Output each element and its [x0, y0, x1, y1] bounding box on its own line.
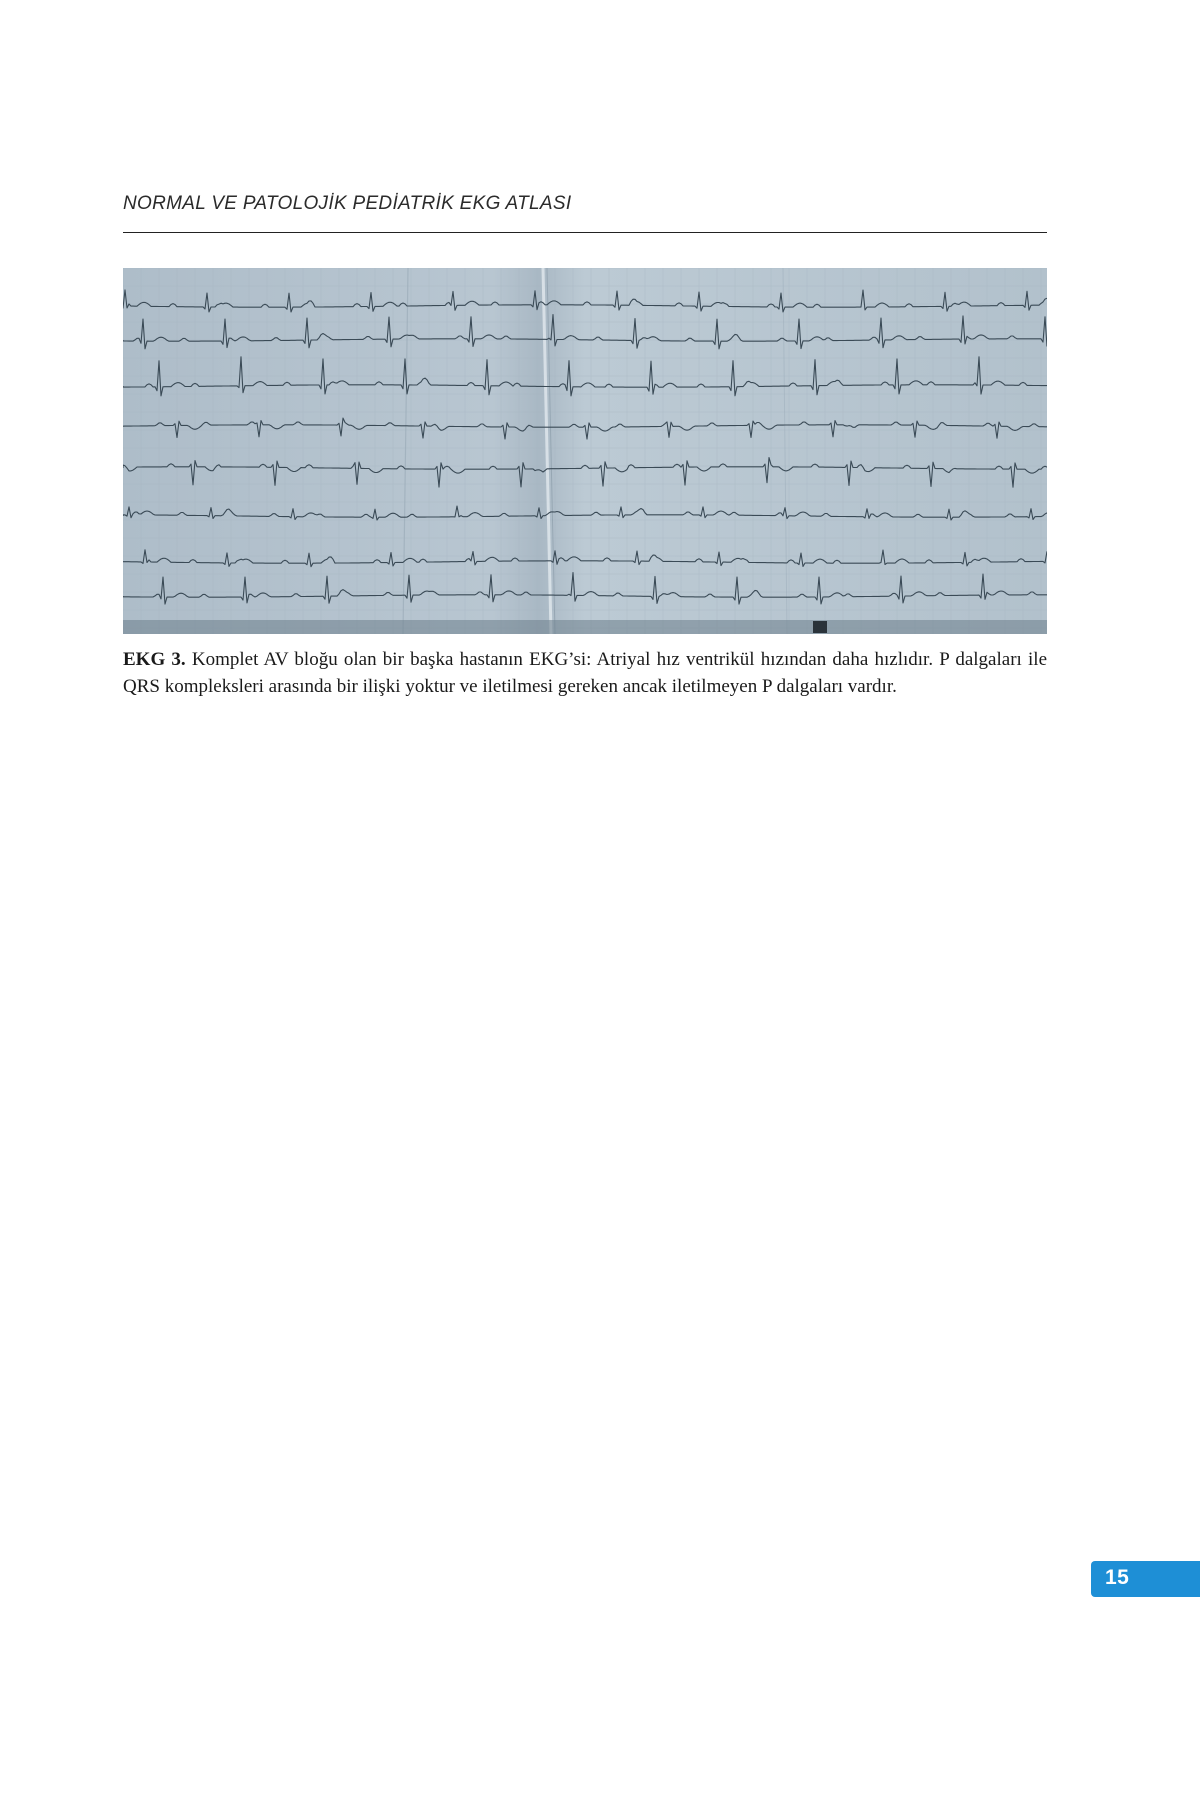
ekg-figure-image	[123, 268, 1047, 634]
page-number-tab	[1091, 1561, 1200, 1597]
caption-label: EKG 3.	[123, 649, 186, 670]
page-number: 15	[1105, 1566, 1130, 1589]
caption-text: Komplet AV bloğu olan bir başka hastanın EKG’si: Atriyal hız ventrikül hızından daha hızlıdır. P dalgaları ile QRS kompleksleri arasında bir ilişki yoktur ve iletilmesi gereken ancak iletilmeyen P dalgaları vardır.	[123, 649, 1048, 697]
figure-caption	[123, 646, 1047, 700]
running-header-title: NORMAL VE PATOLOJİK PEDİATRİK EKG ATLASI	[123, 193, 572, 214]
ekg-strip-photo	[123, 268, 1047, 634]
header-divider	[123, 232, 1047, 233]
